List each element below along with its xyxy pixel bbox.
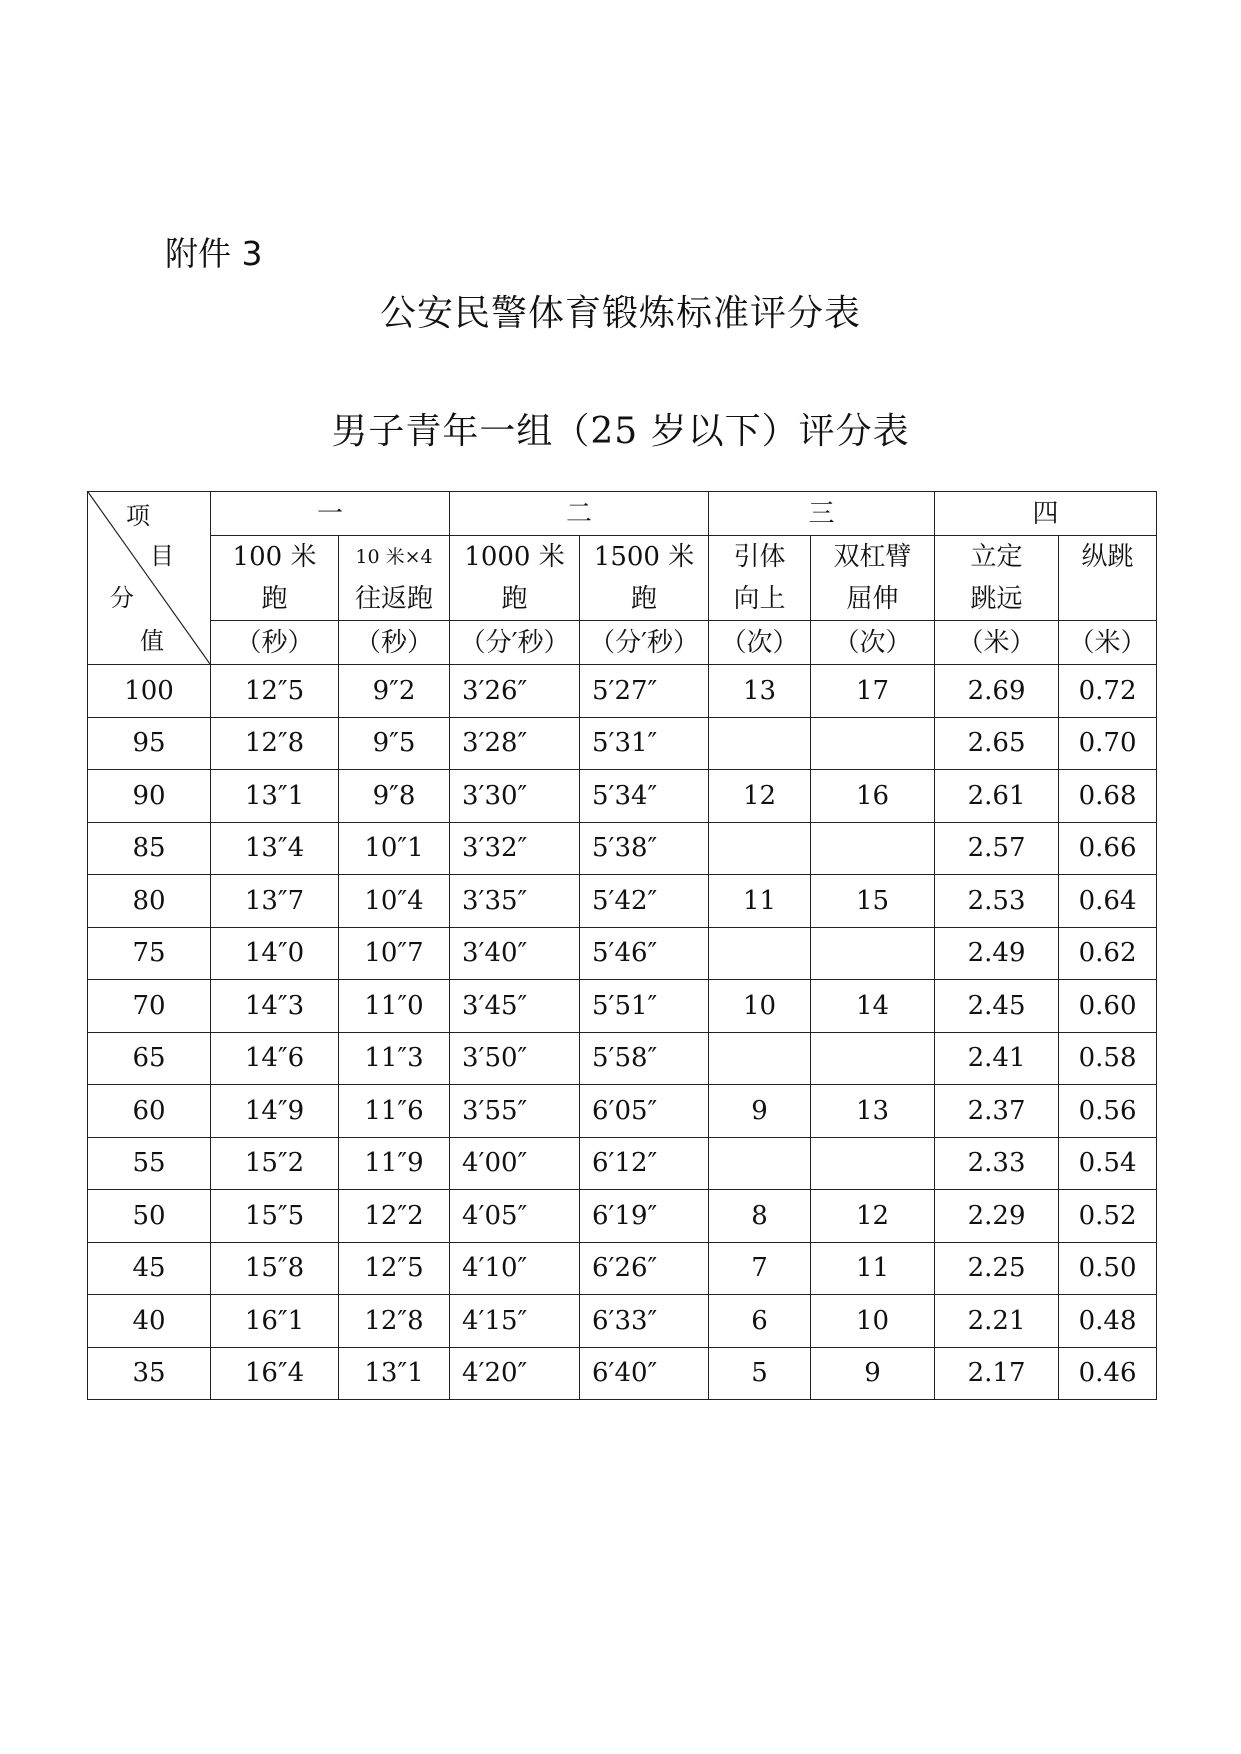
table-cell [709,927,811,980]
column-header-line1: 引体 [733,542,786,572]
table-cell: 4′20″ [450,1347,580,1400]
score-value-cell: 95 [88,717,211,770]
table-cell: 5′46″ [580,927,709,980]
unit-cell: （秒） [339,621,450,665]
table-row [88,1137,1157,1190]
table-cell: 6′33″ [580,1295,709,1348]
table-cell: 9 [811,1347,935,1400]
table-cell: 6′26″ [580,1242,709,1295]
score-value-cell: 90 [88,770,211,823]
table-cell: 9″8 [339,770,450,823]
table-cell: 11 [811,1242,935,1295]
table-cell: 8 [709,1190,811,1243]
table-cell: 13″1 [339,1347,450,1400]
table-cell: 3′26″ [450,665,580,718]
table-cell: 10 [709,980,811,1033]
table-cell: 4′15″ [450,1295,580,1348]
score-value-cell: 45 [88,1242,211,1295]
table-cell: 2.57 [935,822,1059,875]
table-cell: 16″1 [211,1295,339,1348]
table-cell: 12 [709,770,811,823]
table-cell: 10 [811,1295,935,1348]
corner-item-char-2: 目 [150,542,174,570]
table-cell: 0.52 [1059,1190,1157,1243]
table-cell: 11″6 [339,1085,450,1138]
table-cell: 13 [811,1085,935,1138]
column-header-vertical-jump [1059,536,1157,621]
table-row [88,717,1157,770]
table-cell: 4′10″ [450,1242,580,1295]
table-cell: 3′45″ [450,980,580,1033]
table-cell: 2.29 [935,1190,1059,1243]
table-row [88,875,1157,928]
table-cell: 0.60 [1059,980,1157,1033]
table-cell: 10″1 [339,822,450,875]
table-cell [709,1137,811,1190]
table-cell: 16″4 [211,1347,339,1400]
table-cell: 14″3 [211,980,339,1033]
table-cell: 13″4 [211,822,339,875]
table-row [88,1032,1157,1085]
table-cell: 0.56 [1059,1085,1157,1138]
table-cell: 5′51″ [580,980,709,1033]
header-row-groups [88,492,1157,536]
column-header-line2: 往返跑 [355,584,434,614]
table-cell: 5′58″ [580,1032,709,1085]
column-header-line1: 1500 米 [593,542,695,572]
table-cell: 10″7 [339,927,450,980]
table-cell: 7 [709,1242,811,1295]
table-cell: 2.41 [935,1032,1059,1085]
header-row-units [88,621,1157,665]
table-row [88,1295,1157,1348]
column-header-line1: 1000 米 [464,542,565,572]
score-value-cell: 40 [88,1295,211,1348]
column-header-dips [811,536,935,621]
table-cell: 2.53 [935,875,1059,928]
column-header-pullup [709,536,811,621]
table-cell: 10″4 [339,875,450,928]
table-cell: 2.17 [935,1347,1059,1400]
table-cell: 3′28″ [450,717,580,770]
table-cell: 2.45 [935,980,1059,1033]
table-cell: 12″5 [211,665,339,718]
unit-cell: （次） [811,621,935,665]
column-header-line2: 向上 [733,584,786,614]
column-header-shuttle [339,536,450,621]
table-row [88,927,1157,980]
unit-cell: （米） [1059,621,1157,665]
table-cell: 0.46 [1059,1347,1157,1400]
table-cell: 13″1 [211,770,339,823]
table-cell [709,717,811,770]
table-row [88,1085,1157,1138]
corner-item-char-1: 项 [126,502,150,530]
corner-score-char-2: 值 [140,627,164,655]
column-header-100m [211,536,339,621]
table-row [88,1242,1157,1295]
unit-cell: （次） [709,621,811,665]
table-cell: 4′00″ [450,1137,580,1190]
score-value-cell: 65 [88,1032,211,1085]
table-cell: 0.62 [1059,927,1157,980]
table-cell: 12″8 [339,1295,450,1348]
table-cell: 5′31″ [580,717,709,770]
group-header-2: 二 [450,492,709,536]
table-cell: 6′19″ [580,1190,709,1243]
table-cell: 3′40″ [450,927,580,980]
column-header-line2: 跳远 [970,584,1023,614]
table-cell: 2.33 [935,1137,1059,1190]
table-cell: 0.72 [1059,665,1157,718]
score-value-cell: 60 [88,1085,211,1138]
table-cell: 6′12″ [580,1137,709,1190]
table-cell: 9 [709,1085,811,1138]
score-value-cell: 55 [88,1137,211,1190]
unit-cell: （秒） [211,621,339,665]
table-cell: 5′42″ [580,875,709,928]
table-cell [811,1032,935,1085]
corner-score-char-1: 分 [110,584,134,612]
score-value-cell: 80 [88,875,211,928]
table-cell: 6′05″ [580,1085,709,1138]
table-cell: 12 [811,1190,935,1243]
table-cell: 16 [811,770,935,823]
group-header-1: 一 [211,492,450,536]
score-value-cell: 75 [88,927,211,980]
table-row [88,1190,1157,1243]
table-cell [811,717,935,770]
score-value-cell: 35 [88,1347,211,1400]
table-cell: 13 [709,665,811,718]
unit-cell: （分′秒） [450,621,580,665]
table-cell [811,927,935,980]
column-header-line2: 跑 [261,584,288,614]
table-cell [811,1137,935,1190]
table-cell: 0.48 [1059,1295,1157,1348]
table-cell: 0.50 [1059,1242,1157,1295]
table-cell: 5′34″ [580,770,709,823]
column-header-line1: 纵跳 [1081,542,1134,572]
table-cell [709,822,811,875]
column-header-line1: 立定 [970,542,1023,572]
table-cell: 11 [709,875,811,928]
column-header-long-jump [935,536,1059,621]
table-cell: 0.58 [1059,1032,1157,1085]
column-header-line1: 100 米 [232,542,317,572]
table-row [88,770,1157,823]
table-cell: 11″0 [339,980,450,1033]
table-cell: 0.64 [1059,875,1157,928]
table-cell: 2.69 [935,665,1059,718]
table-cell [811,822,935,875]
table-cell: 0.68 [1059,770,1157,823]
table-cell: 14″9 [211,1085,339,1138]
table-cell: 3′55″ [450,1085,580,1138]
main-title: 公安民警体育锻炼标准评分表 [379,293,861,334]
table-cell: 3′50″ [450,1032,580,1085]
table-cell: 15″8 [211,1242,339,1295]
group-header-4: 四 [935,492,1157,536]
table-row [88,822,1157,875]
table-cell: 14 [811,980,935,1033]
column-header-line2: 屈伸 [846,584,899,614]
table-cell: 0.66 [1059,822,1157,875]
table-cell: 2.25 [935,1242,1059,1295]
score-value-cell: 50 [88,1190,211,1243]
table-cell: 6 [709,1295,811,1348]
table-cell: 17 [811,665,935,718]
table-row [88,980,1157,1033]
table-cell: 5′38″ [580,822,709,875]
column-header-1000m [450,536,580,621]
column-header-line1: 双杠臂 [833,542,912,572]
table-row [88,1347,1157,1400]
table-cell: 2.61 [935,770,1059,823]
column-header-line1: 10 米×4 [355,546,433,568]
table-row [88,665,1157,718]
sub-title: 男子青年一组（25 岁以下）评分表 [331,411,910,452]
table-cell: 3′32″ [450,822,580,875]
table-cell: 12″8 [211,717,339,770]
table-cell: 15″2 [211,1137,339,1190]
table-cell: 0.54 [1059,1137,1157,1190]
table-cell: 11″3 [339,1032,450,1085]
table-cell: 4′05″ [450,1190,580,1243]
score-table [87,491,1157,1400]
unit-cell: （分′秒） [580,621,709,665]
table-cell [709,1032,811,1085]
header-row-items [88,536,1157,621]
attachment-label: 附件 3 [165,234,263,273]
table-cell: 2.21 [935,1295,1059,1348]
table-cell: 15 [811,875,935,928]
score-value-cell: 85 [88,822,211,875]
table-cell: 12″2 [339,1190,450,1243]
table-cell: 5 [709,1347,811,1400]
table-cell: 3′35″ [450,875,580,928]
table-cell: 14″6 [211,1032,339,1085]
corner-header-cell [88,492,211,665]
unit-cell: （米） [935,621,1059,665]
score-value-cell: 70 [88,980,211,1033]
table-cell: 2.49 [935,927,1059,980]
score-value-cell: 100 [88,665,211,718]
table-cell: 15″5 [211,1190,339,1243]
table-cell: 2.37 [935,1085,1059,1138]
column-header-line2: 跑 [631,584,658,614]
table-cell: 14″0 [211,927,339,980]
table-cell: 9″5 [339,717,450,770]
table-cell: 9″2 [339,665,450,718]
table-cell: 13″7 [211,875,339,928]
table-cell: 5′27″ [580,665,709,718]
table-cell: 6′40″ [580,1347,709,1400]
table-cell: 11″9 [339,1137,450,1190]
group-header-3: 三 [709,492,935,536]
column-header-line2: 跑 [501,584,528,614]
table-cell: 12″5 [339,1242,450,1295]
table-cell: 0.70 [1059,717,1157,770]
table-cell: 3′30″ [450,770,580,823]
column-header-1500m [580,536,709,621]
table-cell: 2.65 [935,717,1059,770]
